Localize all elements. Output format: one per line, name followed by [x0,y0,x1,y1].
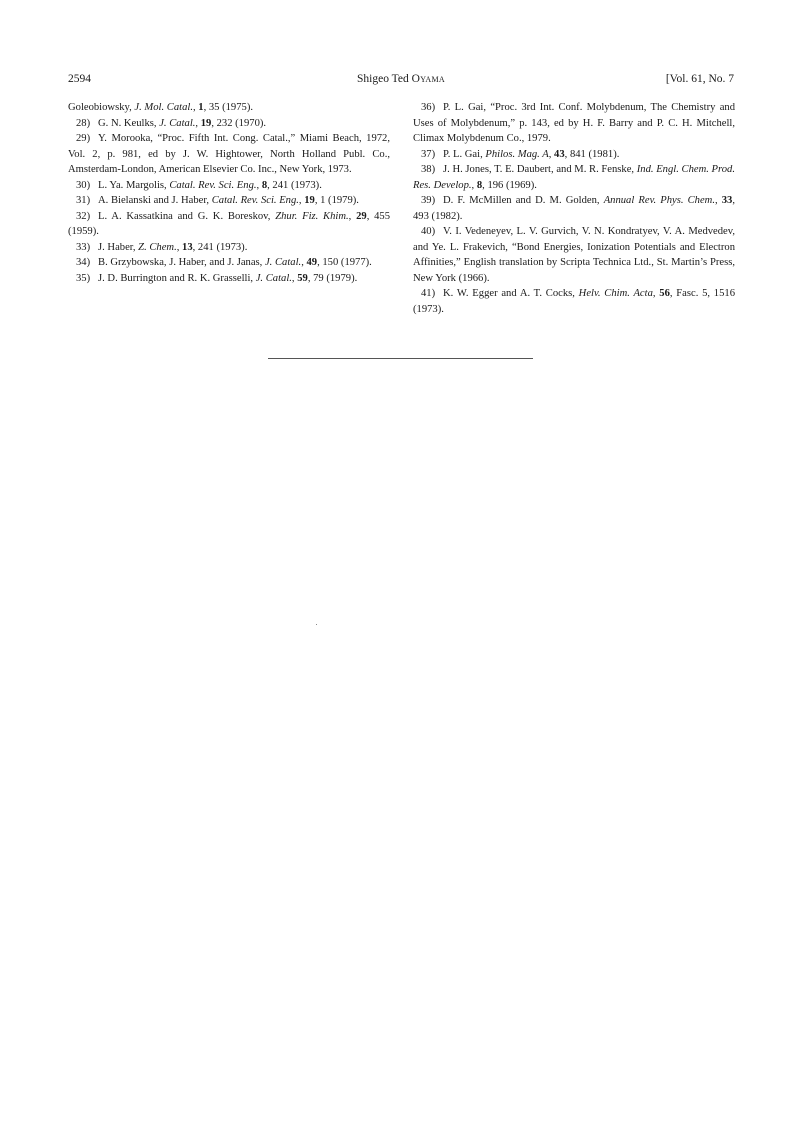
reference-text: , [192,102,199,113]
speck [316,624,317,625]
reference-number: 40) [421,226,436,237]
reference-number: 33) [76,241,91,253]
reference-text: G. N. Keulks, [98,117,160,129]
reference-text: , [176,241,183,253]
reference-text: , 241 (1973). [267,179,322,191]
reference-item [68,100,390,116]
volume-number: 56 [659,288,670,299]
reference-item [413,100,735,147]
reference-text: A. Bielanski and J. Haber, [98,195,212,206]
journal-name: J. Catal. [255,272,292,284]
reference-item [413,286,735,317]
reference-number: 30) [76,179,91,191]
reference-item [68,131,390,178]
journal-name: Z. Chem. [138,241,177,253]
reference-text: , 150 (1977). [317,257,372,268]
reference-number: 32) [76,210,91,222]
volume-number: 19 [200,117,212,129]
reference-text: , 1 (1979). [314,195,359,206]
reference-number: 29) [76,133,91,144]
reference-item [68,116,390,132]
journal-name: Ind. Engl. Chem. Prod. Res. Develop. [413,164,735,191]
journal-name: Helv. Chim. Acta [578,288,653,299]
reference-text: , 232 (1970). [211,117,267,129]
references-right-column [413,100,735,317]
volume-number: 49 [306,257,318,268]
reference-number: 35) [76,272,91,284]
reference-text: P. L. Gai, “Proc. 3rd Int. Conf. Molybdenum, The Chemistry and Uses of Molybdenum,” p. 143, ed by H. F. Barry and P. C. H. Mitchell, Climax Molybdenum Co., 1979. [413,102,735,144]
reference-text: , [548,148,555,160]
reference-text: , 841 (1981). [564,148,620,160]
reference-text: , 196 (1969). [482,179,537,191]
author-last-name: Oyama [411,73,445,85]
reference-text: , [471,179,477,191]
volume-number: 33 [721,195,733,206]
reference-text: , [301,257,307,268]
reference-text: , 241 (1973). [192,241,248,253]
reference-text: , [652,288,660,299]
reference-text: P. L. Gai, [443,148,486,160]
page-number: 2594 [68,73,91,85]
volume-issue: [Vol. 61, No. 7 [665,73,734,85]
reference-number: 37) [421,148,436,160]
reference-text: , [298,195,305,206]
reference-item [413,162,735,193]
reference-text: L. Ya. Margolis, [98,179,170,191]
reference-text: J. D. Burrington and R. K. Grasselli, [98,272,256,284]
reference-text: B. Grzybowska, J. Haber, and J. Janas, [98,257,265,268]
reference-item [68,240,390,256]
volume-number: 19 [304,195,315,206]
journal-name: Philos. Mag. A [485,148,549,160]
reference-text: , 79 (1979). [307,272,358,284]
reference-item [68,178,390,194]
reference-text: , Fasc. 5, 1516 (1973). [413,288,735,315]
journal-name: Catal. Rev. Sci. Eng. [211,195,299,206]
references-left-column [68,100,390,286]
volume-number: 8 [261,179,268,191]
volume-number: 43 [554,148,565,160]
reference-number: 34) [76,257,91,268]
reference-number: 38) [421,164,436,175]
author-first-name: Shigeo Ted [357,73,409,85]
journal-name: J. Mol. Catal. [134,102,193,113]
reference-text: Y. Morooka, “Proc. Fifth Int. Cong. Catal.,” Miami Beach, 1972, Vol. 2, p. 981, ed by J. W. Hightower, North Holland Publ. Co., Amsterdam-London, American Elsevier Co. Inc., New York, 1973. [68,133,390,175]
reference-text: , [291,272,298,284]
reference-text: , [195,117,201,129]
running-header [68,71,734,87]
reference-text: Goleobiowsky, [68,102,135,113]
reference-text: D. F. McMillen and D. M. Golden, [443,195,604,206]
reference-item [413,147,735,163]
reference-text: J. H. Jones, T. E. Daubert, and M. R. Fenske, [443,164,637,175]
reference-text: , 493 (1982). [413,195,735,222]
journal-name: J. Catal. [264,257,302,268]
reference-text: , [256,179,262,191]
reference-text: , [348,210,357,222]
reference-item [413,193,735,224]
volume-number: 59 [297,272,308,284]
reference-number: 28) [76,117,91,129]
reference-text: V. I. Vedeneyev, L. V. Gurvich, V. N. Kondratyev, V. A. Medvedev, and Ye. L. Frakevich, “Bond Energies, Ionization Potentials and Electron Affinities,” English translation by Scripta Technica Ltd., St. Martin’s Press, New York (1966). [413,226,735,284]
journal-name: J. Catal. [159,117,196,129]
reference-item [68,271,390,287]
volume-number: 13 [182,241,193,253]
reference-item [68,209,390,240]
reference-text: K. W. Egger and A. T. Cocks, [443,288,579,299]
reference-item [68,193,390,209]
volume-number: 29 [356,210,367,222]
journal-name: Catal. Rev. Sci. Eng. [169,179,257,191]
running-author [68,71,734,87]
reference-number: 36) [421,102,436,113]
reference-text: , 455 (1959). [68,210,391,237]
reference-text: L. A. Kassatkina and G. K. Boreskov, [98,210,276,222]
journal-name: Annual Rev. Phys. Chem. [603,195,715,206]
end-rule [268,358,533,359]
reference-item [413,224,735,286]
reference-number: 31) [76,195,91,206]
reference-number: 39) [421,195,436,206]
reference-text: , [714,195,722,206]
reference-item [68,255,390,271]
volume-number: 1 [198,102,204,113]
reference-number: 41) [421,288,436,299]
reference-text: , 35 (1975). [203,102,253,113]
volume-number: 8 [476,179,483,191]
journal-name: Zhur. Fiz. Khim. [275,210,349,222]
reference-text: J. Haber, [98,241,139,253]
